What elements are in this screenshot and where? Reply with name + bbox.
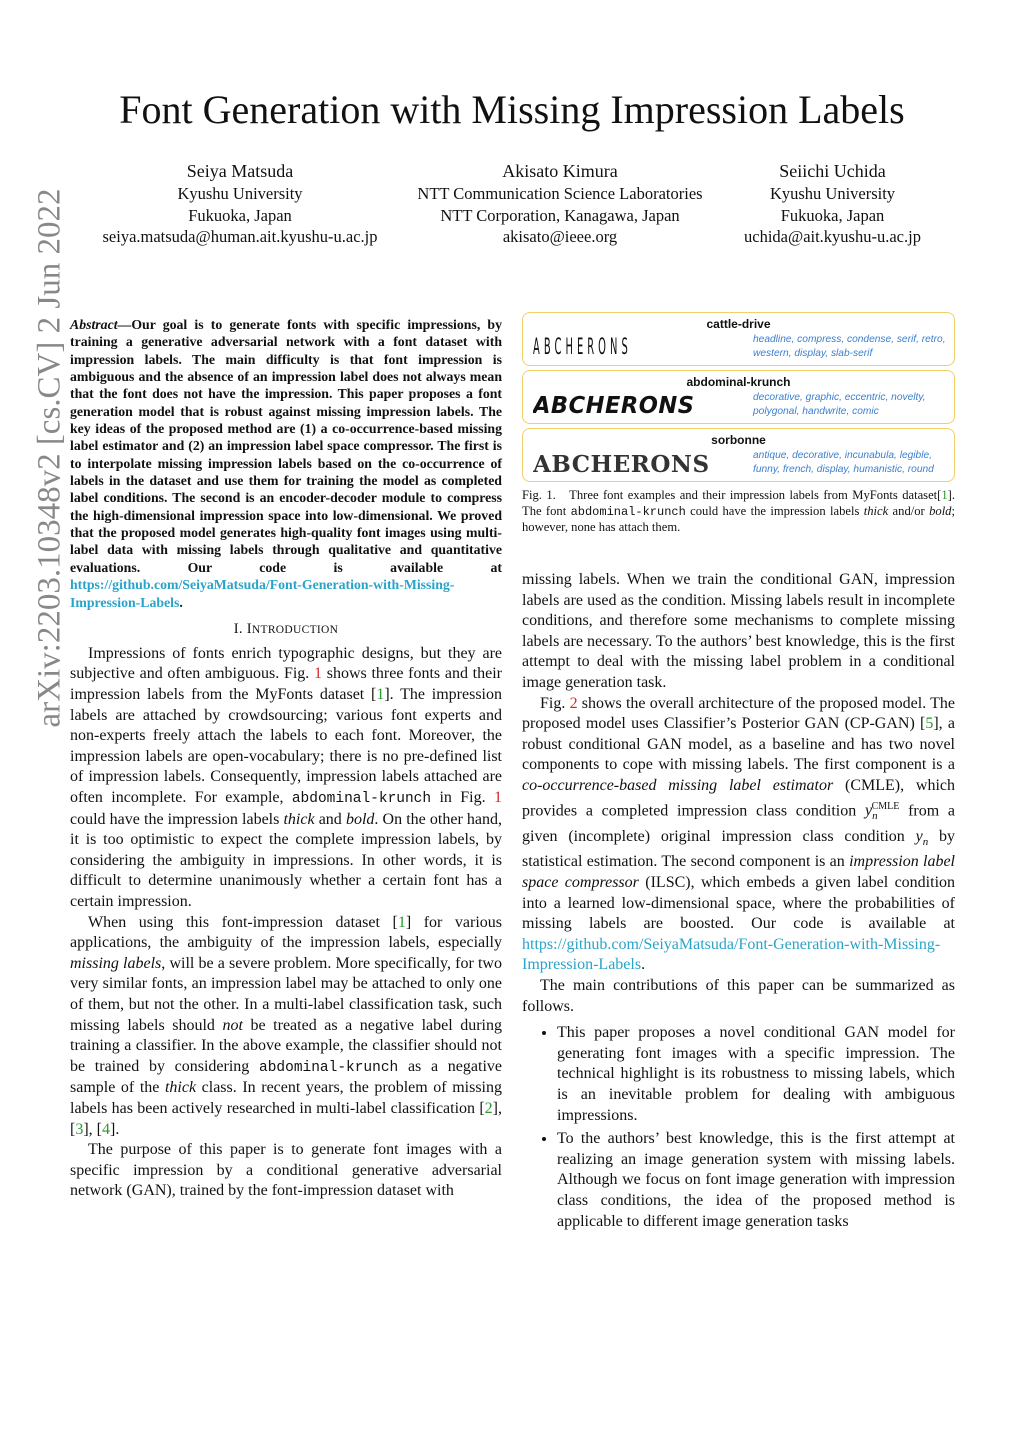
author-block-3 [725,160,940,248]
intro-paragraph-2: When using this font-impression dataset [1] for various applications, the ambiguity of the impression labels, especially missing labels, will be a severe problem. More specifically, for two very similar fonts, an impression label may be attached to only one of them, but not the other. In a multi-label classification task, such missing labels should not be treated as a negative label during training a classifier. In the above example, the classifier should not be trained by considering abdominal-krunch as a negative sample of the thick class. In recent years, the problem of missing labels has been actively researched in multi-label classification [2], [3], [4]. [70,913,503,1138]
arxiv-stamp: arXiv:2203.10348v2 [cs.CV] 2 Jun 2022 [31,188,68,728]
abstract-end: . [179,594,183,610]
font-impression-labels: decorative, graphic, eccentric, novelty, polygonal, handwrite, comic [753,392,926,417]
figure-caption: Fig. 1. Three font examples and their impression labels from MyFonts dataset[1]. The font abdominal-krunch could have the impression labels thick and/or bold; however, none has attach them. [522,488,956,534]
font-name: abdominal-krunch [291,791,432,807]
section-heading-introduction [70,621,502,638]
author-name: Akisato Kimura [502,161,618,181]
right-paragraph-2: Fig. 2 shows the overall architecture of the proposed model. The proposed model uses Classifier’s Posterior GAN (CP-GAN) [5], a robust conditional GAN model, as a baseline and has two novel components to cope with missing labels. The first component is a co-occurrence-based missing label estimator (CMLE), which provides a completed impression class condition $y_n^{CMLE}$ from a given (incomplete) original impression class condition $y_n$ by statistical estimation. The second component is an impression label space compressor (ILSC), which embeds a given label condition into a learned low-dimensional space, where the probabilities of missing labels are boosted. Our code is available at https://github.com/SeiyaMatsuda/Font-Generation-with-Missing-Impression-Labels. [522,694,956,974]
font-name: abdominal-krunch [259,1059,399,1076]
author-location: Fukuoka, Japan [780,205,885,225]
math-y-cmle: $y_n^{CMLE}$ [864,800,900,823]
author-email: seiya.matsuda@human.ait.kyushu-u.ac.jp [102,227,378,246]
contributions-list [522,1023,955,1232]
author-email: akisato@ieee.org [502,227,618,246]
author-location: Fukuoka, Japan [188,205,292,225]
font-impression-labels: antique, decorative, incunabula, legible, funny, french, display, humanistic, round [753,450,934,475]
list-item: • To the authors’ best knowledge, this is the first attempt at realizing an image generation system with missing labels. Although we focus on font image generation with impression class conditions, the idea of the proposed method is applicable to different image generation tasks [557,1129,955,1232]
code-link[interactable]: https://github.com/SeiyaMatsuda/Font-Generation-with-Missing-Impression-Labels [522,935,941,974]
abstract [70,316,502,611]
right-paragraph-1: missing labels. When we train the conditional GAN, impression labels are used as the condition. Missing labels result in incomplete conditions, and therefore some mechanisms to complete missing labels are necessary. To the authors’ best knowledge, this is the first attempt to deal with the missing label problem in a conditional image generation task. [522,571,955,691]
font-example-card [522,312,955,366]
citation[interactable]: 2 [484,1099,493,1117]
section-title-rest: NTRODUCTION [251,623,339,636]
paper-title: Font Generation with Missing Impression Labels [119,87,905,132]
right-column [522,570,955,1235]
abstract-dash: — [117,317,132,332]
section-title-initial: I [246,620,252,637]
citation[interactable]: 1 [376,686,385,704]
figure-ref[interactable]: 2 [569,694,578,712]
citation[interactable]: 4 [101,1120,110,1138]
citation[interactable]: 3 [75,1120,84,1138]
font-example-name: cattle-drive [706,317,771,331]
citation[interactable]: 1 [397,913,406,931]
abstract-code-link[interactable]: https://github.com/SeiyaMatsuda/Font-Generation-with-Missing-Impression-Labels [70,577,455,610]
right-paragraph-3: The main contributions of this paper can be summarized as follows. [522,976,955,1015]
font-example-name: abdominal-krunch [686,375,791,389]
author-block-1 [85,160,395,248]
author-location: NTT Corporation, Kanagawa, Japan [440,205,680,225]
font-sample-image: ABCHERONS [533,335,632,360]
intro-paragraph-1: Impressions of fonts enrich typographic designs, but they are subjective and often ambiguous. Fig. 1 shows three fonts and their impression labels from the MyFonts dataset [1]. The impression labels are attached by crowdsourcing; various font experts and non-experts freely attach the labels to each font. Moreover, the impression labels are open-vocabulary; there is no pre-defined list of impression labels. Consequently, impression labels attached are often incomplete. For example, abdominal-krunch in Fig. 1 could have the impression labels thick and bold. On the other hand, it is too optimistic to expect the complete impression labels, by considering the ambiguity in impressions. In other words, it is difficult to determine unanimously whether a certain font has a certain impression. [70,644,503,910]
font-impression-labels: headline, compress, condense, serif, retro, western, display, slab-serif [753,334,946,359]
author-name: Seiya Matsuda [186,161,294,181]
math-y-n: $y_n$ [915,827,929,848]
font-example-card [522,428,955,482]
figure-ref[interactable]: 1 [314,665,322,683]
author-affiliation: NTT Communication Science Laboratories [417,184,703,203]
left-column [70,316,502,1202]
author-block-2 [395,160,725,248]
intro-paragraph-3: The purpose of this paper is to generate font images with a specific impression by a conditional generative adversarial network (GAN), trained by the font-impression dataset with [70,1141,502,1200]
figure-ref[interactable]: 1 [494,789,502,806]
abstract-text: Our goal is to generate fonts with specific impressions, by training a generative adversarial network with a font dataset with impression labels. The main difficulty is that font impression is ambiguous and the absence of an impression label does not always mean that the font does not have the impression. This paper proposes a font generation model that is robust against missing impression labels. The key ideas of the proposed method are (1) a co-occurrence-based missing label estimator and (2) an impression label space compressor. The first is to interpolate missing impression labels based on the co-occurrence of labels in the dataset and use them for training the model as completed label conditions. The second is an encoder-decoder module to compress the high-dimensional impression space into low-dimensional. We proved that the proposed model generates high-quality font images using multi-label data with missing labels through qualitative and quantitative evaluations. Our code is available at [70,317,502,575]
font-sample-image: ABCHERONS [533,393,695,419]
abstract-lead: Abstract [70,317,118,332]
citation[interactable]: 1 [941,488,948,502]
citation[interactable]: 5 [925,715,934,733]
author-affiliation: Kyushu University [769,184,896,203]
section-number: I. [233,620,243,637]
author-name: Seiichi Uchida [779,161,886,181]
author-email: uchida@ait.kyushu-u.ac.jp [744,227,921,246]
list-item: • This paper proposes a novel conditional GAN model for generating font images with a specific impression. The technical highlight is its robustness to missing labels, which is an inevitable problem for dealing with ambiguous impressions. [557,1023,955,1126]
font-example-name: sorbonne [711,433,766,447]
font-example-card [522,370,955,424]
font-sample-image: ABCHERONS [533,451,710,477]
figure-1 [522,312,955,536]
author-affiliation: Kyushu University [177,184,303,203]
